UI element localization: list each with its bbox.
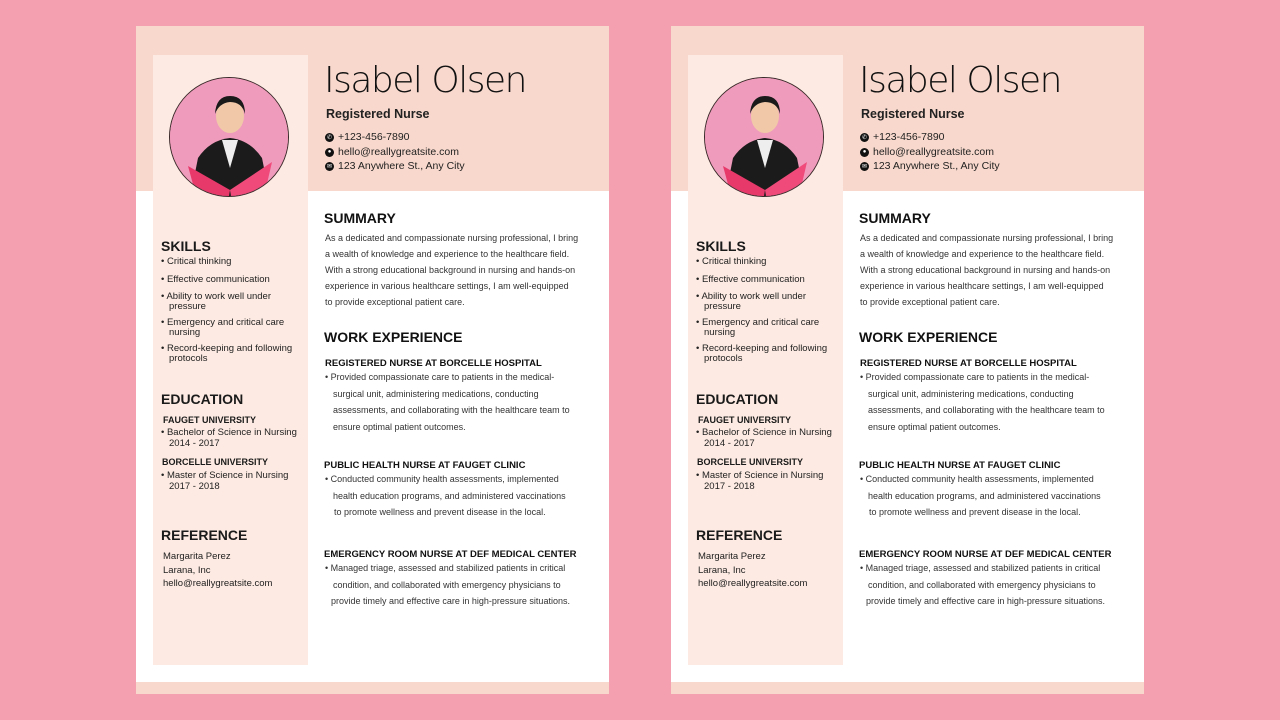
job-line: • Managed triage, assessed and stabilized patients in critical bbox=[325, 563, 566, 573]
reference-email: hello@reallygreatsite.com bbox=[163, 578, 273, 589]
candidate-name: Isabel Olsen bbox=[859, 60, 1061, 101]
contact-address bbox=[860, 160, 1000, 172]
address-text: 123 Anywhere St., Any City bbox=[338, 160, 465, 172]
job-line: to promote wellness and prevent disease in the local. bbox=[869, 507, 1081, 518]
job-description bbox=[860, 369, 1105, 435]
years: 2014 - 2017 bbox=[169, 438, 220, 449]
years: 2014 - 2017 bbox=[704, 438, 755, 449]
location-pin-icon: ● bbox=[860, 148, 869, 157]
email-text: hello@reallygreatsite.com bbox=[338, 146, 459, 158]
job-line: provide timely and effective care in high-pressure situations. bbox=[866, 596, 1105, 607]
job-line: condition, and collaborated with emergency physicians to bbox=[868, 579, 1096, 590]
reference-company: Larana, Inc bbox=[163, 565, 211, 576]
summary-heading: SUMMARY bbox=[324, 210, 396, 226]
summary-line: experience in various healthcare settings, I am well-equipped bbox=[325, 281, 569, 291]
reference-heading: REFERENCE bbox=[161, 527, 248, 543]
mail-icon: ✉ bbox=[326, 163, 333, 170]
school-name: FAUGET UNIVERSITY bbox=[163, 415, 257, 425]
candidate-name: Isabel Olsen bbox=[324, 60, 526, 101]
reference-email: hello@reallygreatsite.com bbox=[698, 578, 808, 589]
job-description bbox=[860, 471, 1101, 521]
skills-heading: SKILLS bbox=[696, 238, 746, 254]
skill-item: • Record-keeping and following protocols bbox=[696, 344, 836, 363]
years: 2017 - 2018 bbox=[169, 481, 220, 492]
job-line: ensure optimal patient outcomes. bbox=[333, 421, 466, 432]
location-pin-icon: ● bbox=[325, 148, 334, 157]
job-line: condition, and collaborated with emergency physicians to bbox=[333, 579, 561, 590]
summary-line: With a strong educational background in nursing and hands-on bbox=[860, 265, 1111, 275]
phone-text: +123-456-7890 bbox=[338, 131, 410, 143]
job-title: REGISTERED NURSE AT BORCELLE HOSPITAL bbox=[860, 358, 1077, 369]
summary-line: As a dedicated and compassionate nursing professional, I bring bbox=[860, 233, 1114, 243]
phone-text: +123-456-7890 bbox=[873, 131, 945, 143]
resume-page bbox=[671, 26, 1144, 694]
contact-email bbox=[325, 146, 459, 158]
job-title: EMERGENCY ROOM NURSE AT DEF MEDICAL CENTER bbox=[324, 549, 577, 560]
education-heading: EDUCATION bbox=[161, 391, 244, 407]
job-description bbox=[325, 471, 566, 521]
job-line: • Conducted community health assessments, implemented bbox=[325, 474, 559, 484]
job-line: surgical unit, administering medications, conducting bbox=[868, 388, 1074, 399]
skill-item: • Critical thinking bbox=[161, 257, 301, 267]
summary-text bbox=[325, 230, 578, 310]
job-title: PUBLIC HEALTH NURSE AT FAUGET CLINIC bbox=[324, 460, 526, 471]
degree: • Master of Science in Nursing bbox=[161, 471, 301, 481]
job-line: • Conducted community health assessments, implemented bbox=[860, 474, 1094, 484]
job-line: provide timely and effective care in high-pressure situations. bbox=[331, 596, 570, 607]
profile-photo bbox=[704, 77, 824, 197]
footer-band bbox=[136, 682, 609, 694]
reference-name: Margarita Perez bbox=[698, 551, 766, 562]
job-title: Registered Nurse bbox=[861, 107, 965, 121]
job-line: • Managed triage, assessed and stabilized patients in critical bbox=[860, 563, 1101, 573]
resume-page bbox=[136, 26, 609, 694]
degree: • Bachelor of Science in Nursing bbox=[696, 428, 836, 438]
years: 2017 - 2018 bbox=[704, 481, 755, 492]
work-heading: WORK EXPERIENCE bbox=[324, 329, 463, 345]
skill-item: • Effective communication bbox=[161, 275, 301, 285]
mail-icon: ✉ bbox=[861, 163, 868, 170]
job-title: PUBLIC HEALTH NURSE AT FAUGET CLINIC bbox=[859, 460, 1061, 471]
degree: • Bachelor of Science in Nursing bbox=[161, 428, 301, 438]
summary-line: to provide exceptional patient care. bbox=[860, 297, 1000, 307]
skill-item: • Critical thinking bbox=[696, 257, 836, 267]
job-description bbox=[325, 560, 570, 610]
profile-photo bbox=[169, 77, 289, 197]
school-name: BORCELLE UNIVERSITY bbox=[162, 457, 269, 467]
education-heading: EDUCATION bbox=[696, 391, 779, 407]
summary-heading: SUMMARY bbox=[859, 210, 931, 226]
school-name: FAUGET UNIVERSITY bbox=[698, 415, 792, 425]
job-title: EMERGENCY ROOM NURSE AT DEF MEDICAL CENTER bbox=[859, 549, 1112, 560]
reference-heading: REFERENCE bbox=[696, 527, 783, 543]
footer-band bbox=[671, 682, 1144, 694]
reference-name: Margarita Perez bbox=[163, 551, 231, 562]
contact-email bbox=[860, 146, 994, 158]
job-line: • Provided compassionate care to patients in the medical- bbox=[325, 372, 555, 382]
summary-text bbox=[860, 230, 1113, 310]
contact-phone bbox=[860, 131, 945, 143]
phone-icon: ✆ bbox=[861, 134, 868, 141]
degree: • Master of Science in Nursing bbox=[696, 471, 836, 481]
school-name: BORCELLE UNIVERSITY bbox=[697, 457, 804, 467]
skills-heading: SKILLS bbox=[161, 238, 211, 254]
job-description bbox=[325, 369, 570, 435]
skill-item: • Record-keeping and following protocols bbox=[161, 344, 301, 363]
reference-company: Larana, Inc bbox=[698, 565, 746, 576]
summary-line: to provide exceptional patient care. bbox=[325, 297, 465, 307]
address-text: 123 Anywhere St., Any City bbox=[873, 160, 1000, 172]
contact-address bbox=[325, 160, 465, 172]
contact-phone bbox=[325, 131, 410, 143]
summary-line: a wealth of knowledge and experience to the healthcare field. bbox=[860, 249, 1105, 259]
summary-line: experience in various healthcare settings, I am well-equipped bbox=[860, 281, 1104, 291]
job-title: REGISTERED NURSE AT BORCELLE HOSPITAL bbox=[325, 358, 542, 369]
skill-item: • Emergency and critical care nursing bbox=[696, 318, 831, 337]
job-line: ensure optimal patient outcomes. bbox=[868, 421, 1001, 432]
summary-line: a wealth of knowledge and experience to the healthcare field. bbox=[325, 249, 570, 259]
job-line: • Provided compassionate care to patients in the medical- bbox=[860, 372, 1090, 382]
job-description bbox=[860, 560, 1105, 610]
email-text: hello@reallygreatsite.com bbox=[873, 146, 994, 158]
job-line: assessments, and collaborating with the healthcare team to bbox=[333, 405, 570, 416]
job-line: surgical unit, administering medications, conducting bbox=[333, 388, 539, 399]
summary-line: With a strong educational background in nursing and hands-on bbox=[325, 265, 576, 275]
job-line: assessments, and collaborating with the healthcare team to bbox=[868, 405, 1105, 416]
skill-item: • Ability to work well under pressure bbox=[696, 292, 826, 311]
job-line: health education programs, and administered vaccinations bbox=[333, 490, 566, 501]
job-title: Registered Nurse bbox=[326, 107, 430, 121]
summary-line: As a dedicated and compassionate nursing professional, I bring bbox=[325, 233, 579, 243]
skill-item: • Emergency and critical care nursing bbox=[161, 318, 296, 337]
job-line: to promote wellness and prevent disease in the local. bbox=[334, 507, 546, 518]
phone-icon: ✆ bbox=[326, 134, 333, 141]
skill-item: • Ability to work well under pressure bbox=[161, 292, 291, 311]
work-heading: WORK EXPERIENCE bbox=[859, 329, 998, 345]
job-line: health education programs, and administered vaccinations bbox=[868, 490, 1101, 501]
skill-item: • Effective communication bbox=[696, 275, 836, 285]
